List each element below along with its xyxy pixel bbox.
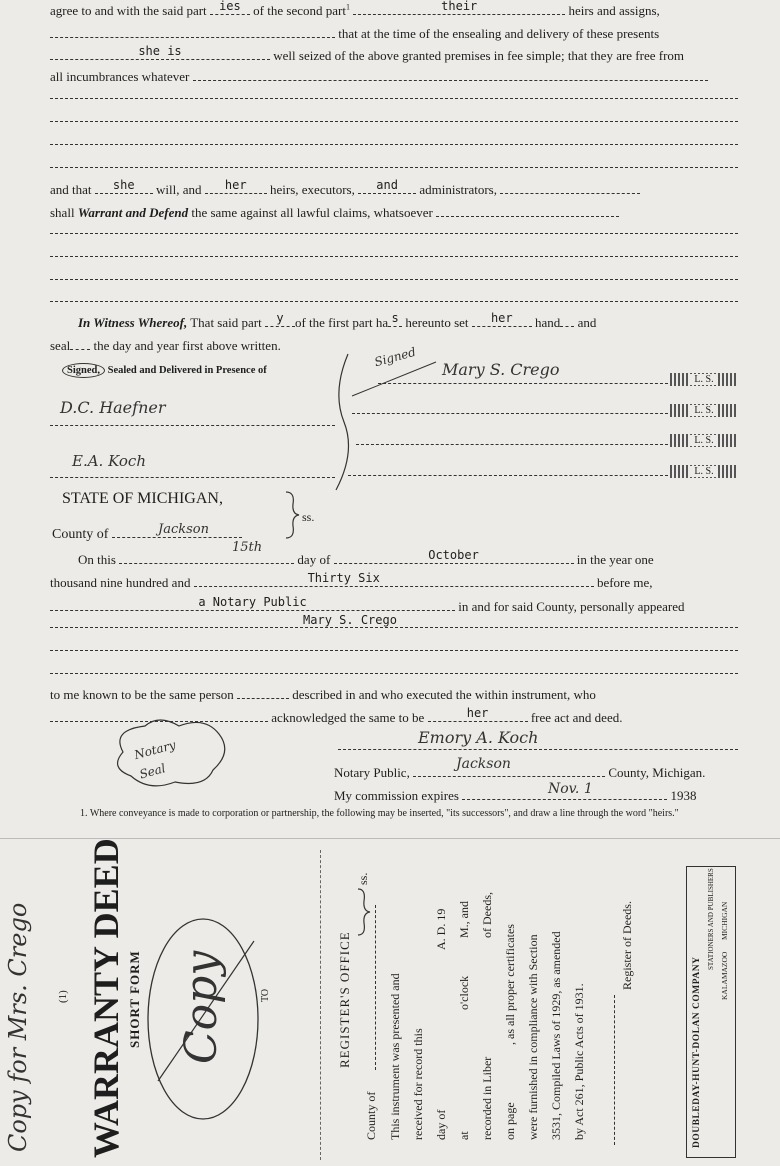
ls-seal-2: L. S. bbox=[670, 404, 738, 417]
register-line-4a: at bbox=[457, 1131, 471, 1140]
field-party-suffix: ies bbox=[210, 2, 250, 15]
register-line-6b: , as all proper certificates bbox=[503, 924, 517, 1045]
publisher-state: MICHIGAN bbox=[720, 901, 729, 940]
register-line-9: by Act 261, Public Acts of 1931. bbox=[572, 983, 586, 1140]
notary-county-line: Notary Public, County, Michigan. bbox=[334, 765, 706, 780]
register-line-3b: A. D. 19 bbox=[434, 908, 448, 950]
notary-seal-text: Notary Seal bbox=[132, 737, 178, 782]
ack-line-3: a Notary Public in and for said County, personally appeared bbox=[50, 598, 738, 615]
ack-line-1: On this day of October in the year one bbox=[78, 548, 654, 567]
blank-line bbox=[50, 144, 738, 145]
ls-seal-4: L. S. bbox=[670, 465, 738, 478]
day-handwritten: 15th bbox=[232, 540, 263, 555]
witness-line-2: seal the day and year first above written. bbox=[50, 338, 281, 353]
publisher-subtitle: STATIONERS AND PUBLISHERS bbox=[707, 868, 715, 970]
deed-line-6: shall Warrant and Defend the same against all lawful claims, whatsoever bbox=[50, 204, 738, 221]
blank-line bbox=[50, 279, 738, 280]
blank-line bbox=[50, 167, 738, 168]
register-line-4b: o'clock bbox=[457, 975, 471, 1010]
register-line-3a: day of bbox=[434, 1109, 448, 1140]
copy-stamp-text: Copy bbox=[176, 950, 227, 1064]
witness-1-signature: D.C. Haefner bbox=[60, 398, 166, 417]
grantor-signature: Mary S. Crego bbox=[442, 360, 560, 379]
state-heading: STATE OF MICHIGAN, bbox=[62, 490, 223, 507]
blank-line bbox=[50, 233, 738, 234]
notary-county-handwritten: Jackson bbox=[456, 756, 511, 772]
register-line-5b: of Deeds, bbox=[480, 892, 494, 938]
to-label: TO bbox=[260, 988, 271, 1002]
register-line-6a: on page bbox=[503, 1102, 517, 1140]
form-number: (1) bbox=[57, 990, 69, 1003]
deed-subtitle: SHORT FORM bbox=[127, 950, 142, 1048]
register-line-1: This instrument was presented and bbox=[388, 973, 402, 1140]
blank-line bbox=[50, 301, 738, 302]
register-of-deeds: Register of Deeds. bbox=[620, 901, 634, 990]
commission-handwritten: Nov. 1 bbox=[548, 781, 593, 797]
register-ss: ss. bbox=[356, 872, 370, 885]
register-line-5a: recorded in Liber bbox=[480, 1056, 494, 1140]
blank-line bbox=[50, 121, 738, 122]
commission-line: My commission expires 1938 bbox=[334, 788, 697, 803]
publisher-name: DOUBLEDAY-HUNT-DOLAN COMPANY bbox=[692, 956, 702, 1148]
witness-line-1: In Witness Whereof, That said part y of the first part ha s hereunto set her hand and bbox=[78, 311, 597, 330]
deed-line-3: she is well seized of the above granted premises in fee simple; that they are free from bbox=[50, 47, 738, 64]
registers-office: REGISTER'S OFFICE bbox=[337, 931, 352, 1068]
signed-annotation: Signed bbox=[372, 344, 418, 370]
county-line: County of bbox=[52, 524, 242, 543]
state-brace bbox=[283, 490, 303, 540]
field-heirs-of: their bbox=[353, 2, 565, 15]
register-line-8: 3531, Compiled Laws of 1929, as amended bbox=[549, 931, 563, 1140]
ss-label: ss. bbox=[302, 510, 315, 524]
footnote: 1. Where conveyance is made to corporation or partnership, the following may be inserted, "its successors", and draw a line through the word "heirs." bbox=[80, 808, 679, 819]
register-line-4c: M., and bbox=[457, 901, 471, 938]
witness-2-signature: E.A. Koch bbox=[72, 452, 146, 470]
ls-seal-3: L. S. bbox=[670, 434, 738, 447]
register-line-7: were furnished in compliance with Section bbox=[526, 934, 540, 1140]
notary-signature: Emory A. Koch bbox=[418, 728, 539, 747]
publisher-city: KALAMAZOO bbox=[720, 951, 729, 1000]
field-seized: she is bbox=[50, 47, 270, 60]
copy-annotation: Copy for Mrs. Crego bbox=[4, 902, 32, 1152]
deed-line-1: agree to and with the said part ies of the second part$^1$ their heirs and assigns, bbox=[50, 0, 660, 18]
deed-title: WARRANTY DEED bbox=[86, 838, 126, 1158]
blank-line bbox=[50, 256, 738, 257]
register-line-2: received for record this bbox=[411, 1028, 425, 1140]
deed-line-4: all incumbrances whatever bbox=[50, 68, 738, 85]
appeared-name: Mary S. Crego bbox=[303, 613, 397, 627]
presence-heading: Signed, Sealed and Delivered in Presence of bbox=[62, 365, 267, 376]
deed-line-5: and that she will, and her heirs, executors, and administrators, bbox=[50, 181, 738, 198]
register-brace bbox=[356, 887, 372, 937]
register-county: County of bbox=[364, 1091, 378, 1140]
ack-line-2: thousand nine hundred and Thirty Six before me, bbox=[50, 571, 653, 590]
panel-divider-left bbox=[320, 850, 321, 1160]
blank-line bbox=[50, 98, 738, 99]
ack-line-5: acknowledged the same to be her free act and deed. bbox=[50, 709, 738, 726]
ls-seal-1: L. S. bbox=[670, 373, 738, 386]
county-handwritten: Jackson bbox=[158, 522, 209, 537]
ack-line-4: to me known to be the same person described in and who executed the within instrument, who bbox=[50, 687, 596, 702]
deed-line-2: that at the time of the ensealing and delivery of these presents bbox=[50, 25, 738, 42]
